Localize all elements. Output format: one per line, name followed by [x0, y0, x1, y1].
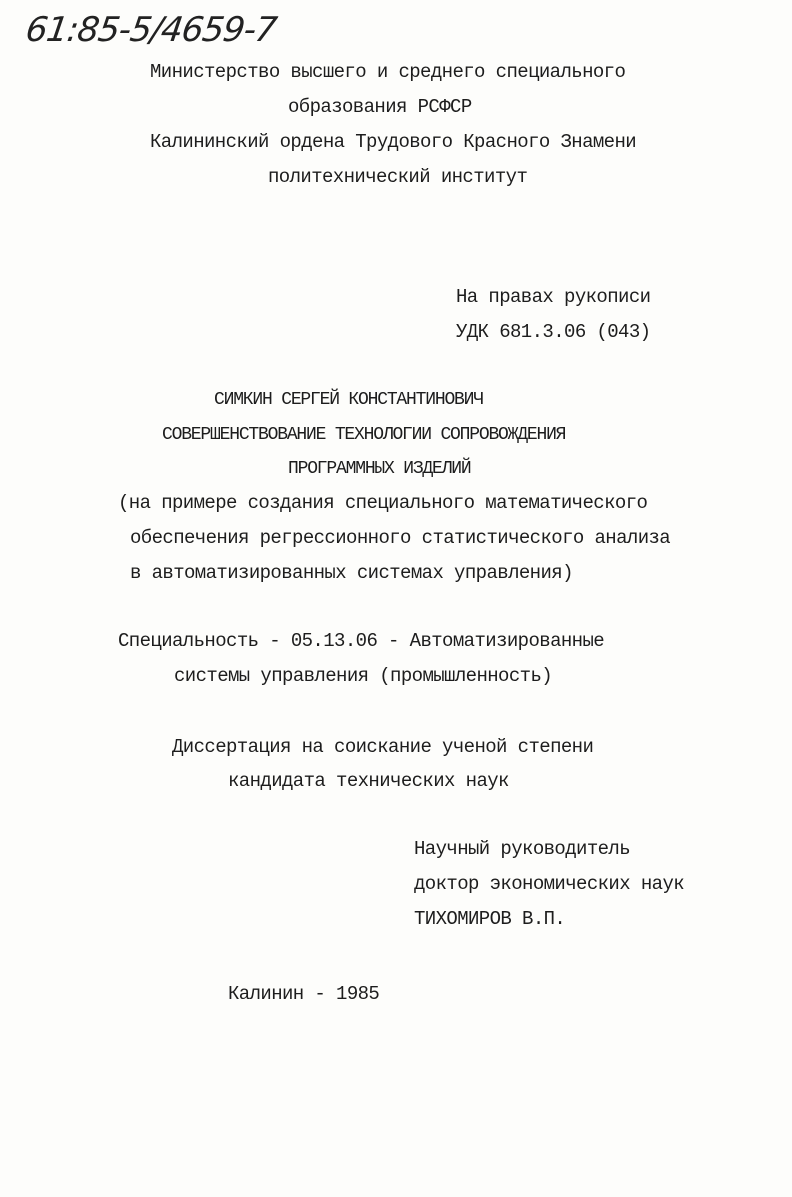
subtitle-line-2: обеспечения регрессионного статистического анализа — [130, 527, 671, 549]
institute-line-2: политехнический институт — [268, 166, 528, 188]
dissertation-line-2: кандидата технических наук — [228, 770, 509, 792]
specialty-line-1: Специальность - 05.13.06 - Автоматизированные — [118, 630, 605, 652]
subtitle-line-1: (на примере создания специального математического — [118, 492, 648, 514]
udc-code: УДК 681.3.06 (043) — [456, 321, 651, 343]
supervisor-degree: доктор экономических наук — [414, 873, 685, 895]
author-name: СИМКИН СЕРГЕЙ КОНСТАНТИНОВИЧ — [214, 390, 483, 410]
ministry-line-2: образования РСФСР — [288, 96, 472, 118]
ministry-line-1: Министерство высшего и среднего специального — [150, 61, 626, 83]
supervisor-name: ТИХОМИРОВ В.П. — [414, 908, 566, 930]
dissertation-line-1: Диссертация на соискание ученой степени — [172, 736, 594, 758]
subtitle-line-3: в автоматизированных системах управления) — [130, 562, 573, 584]
place-year: Калинин - 1985 — [228, 983, 380, 1005]
manuscript-rights: На правах рукописи — [456, 286, 651, 308]
title-line-1: СОВЕРШЕНСТВОВАНИЕ ТЕХНОЛОГИИ СОПРОВОЖДЕНИЯ — [162, 425, 566, 445]
supervisor-label: Научный руководитель — [414, 838, 631, 860]
institute-line-1: Калининский ордена Трудового Красного Знамени — [150, 131, 637, 153]
specialty-line-2: системы управления (промышленность) — [174, 665, 553, 687]
archive-mark: 61:85-5/4659-7 — [23, 10, 279, 50]
title-line-2: ПРОГРАММНЫХ ИЗДЕЛИЙ — [288, 459, 471, 479]
